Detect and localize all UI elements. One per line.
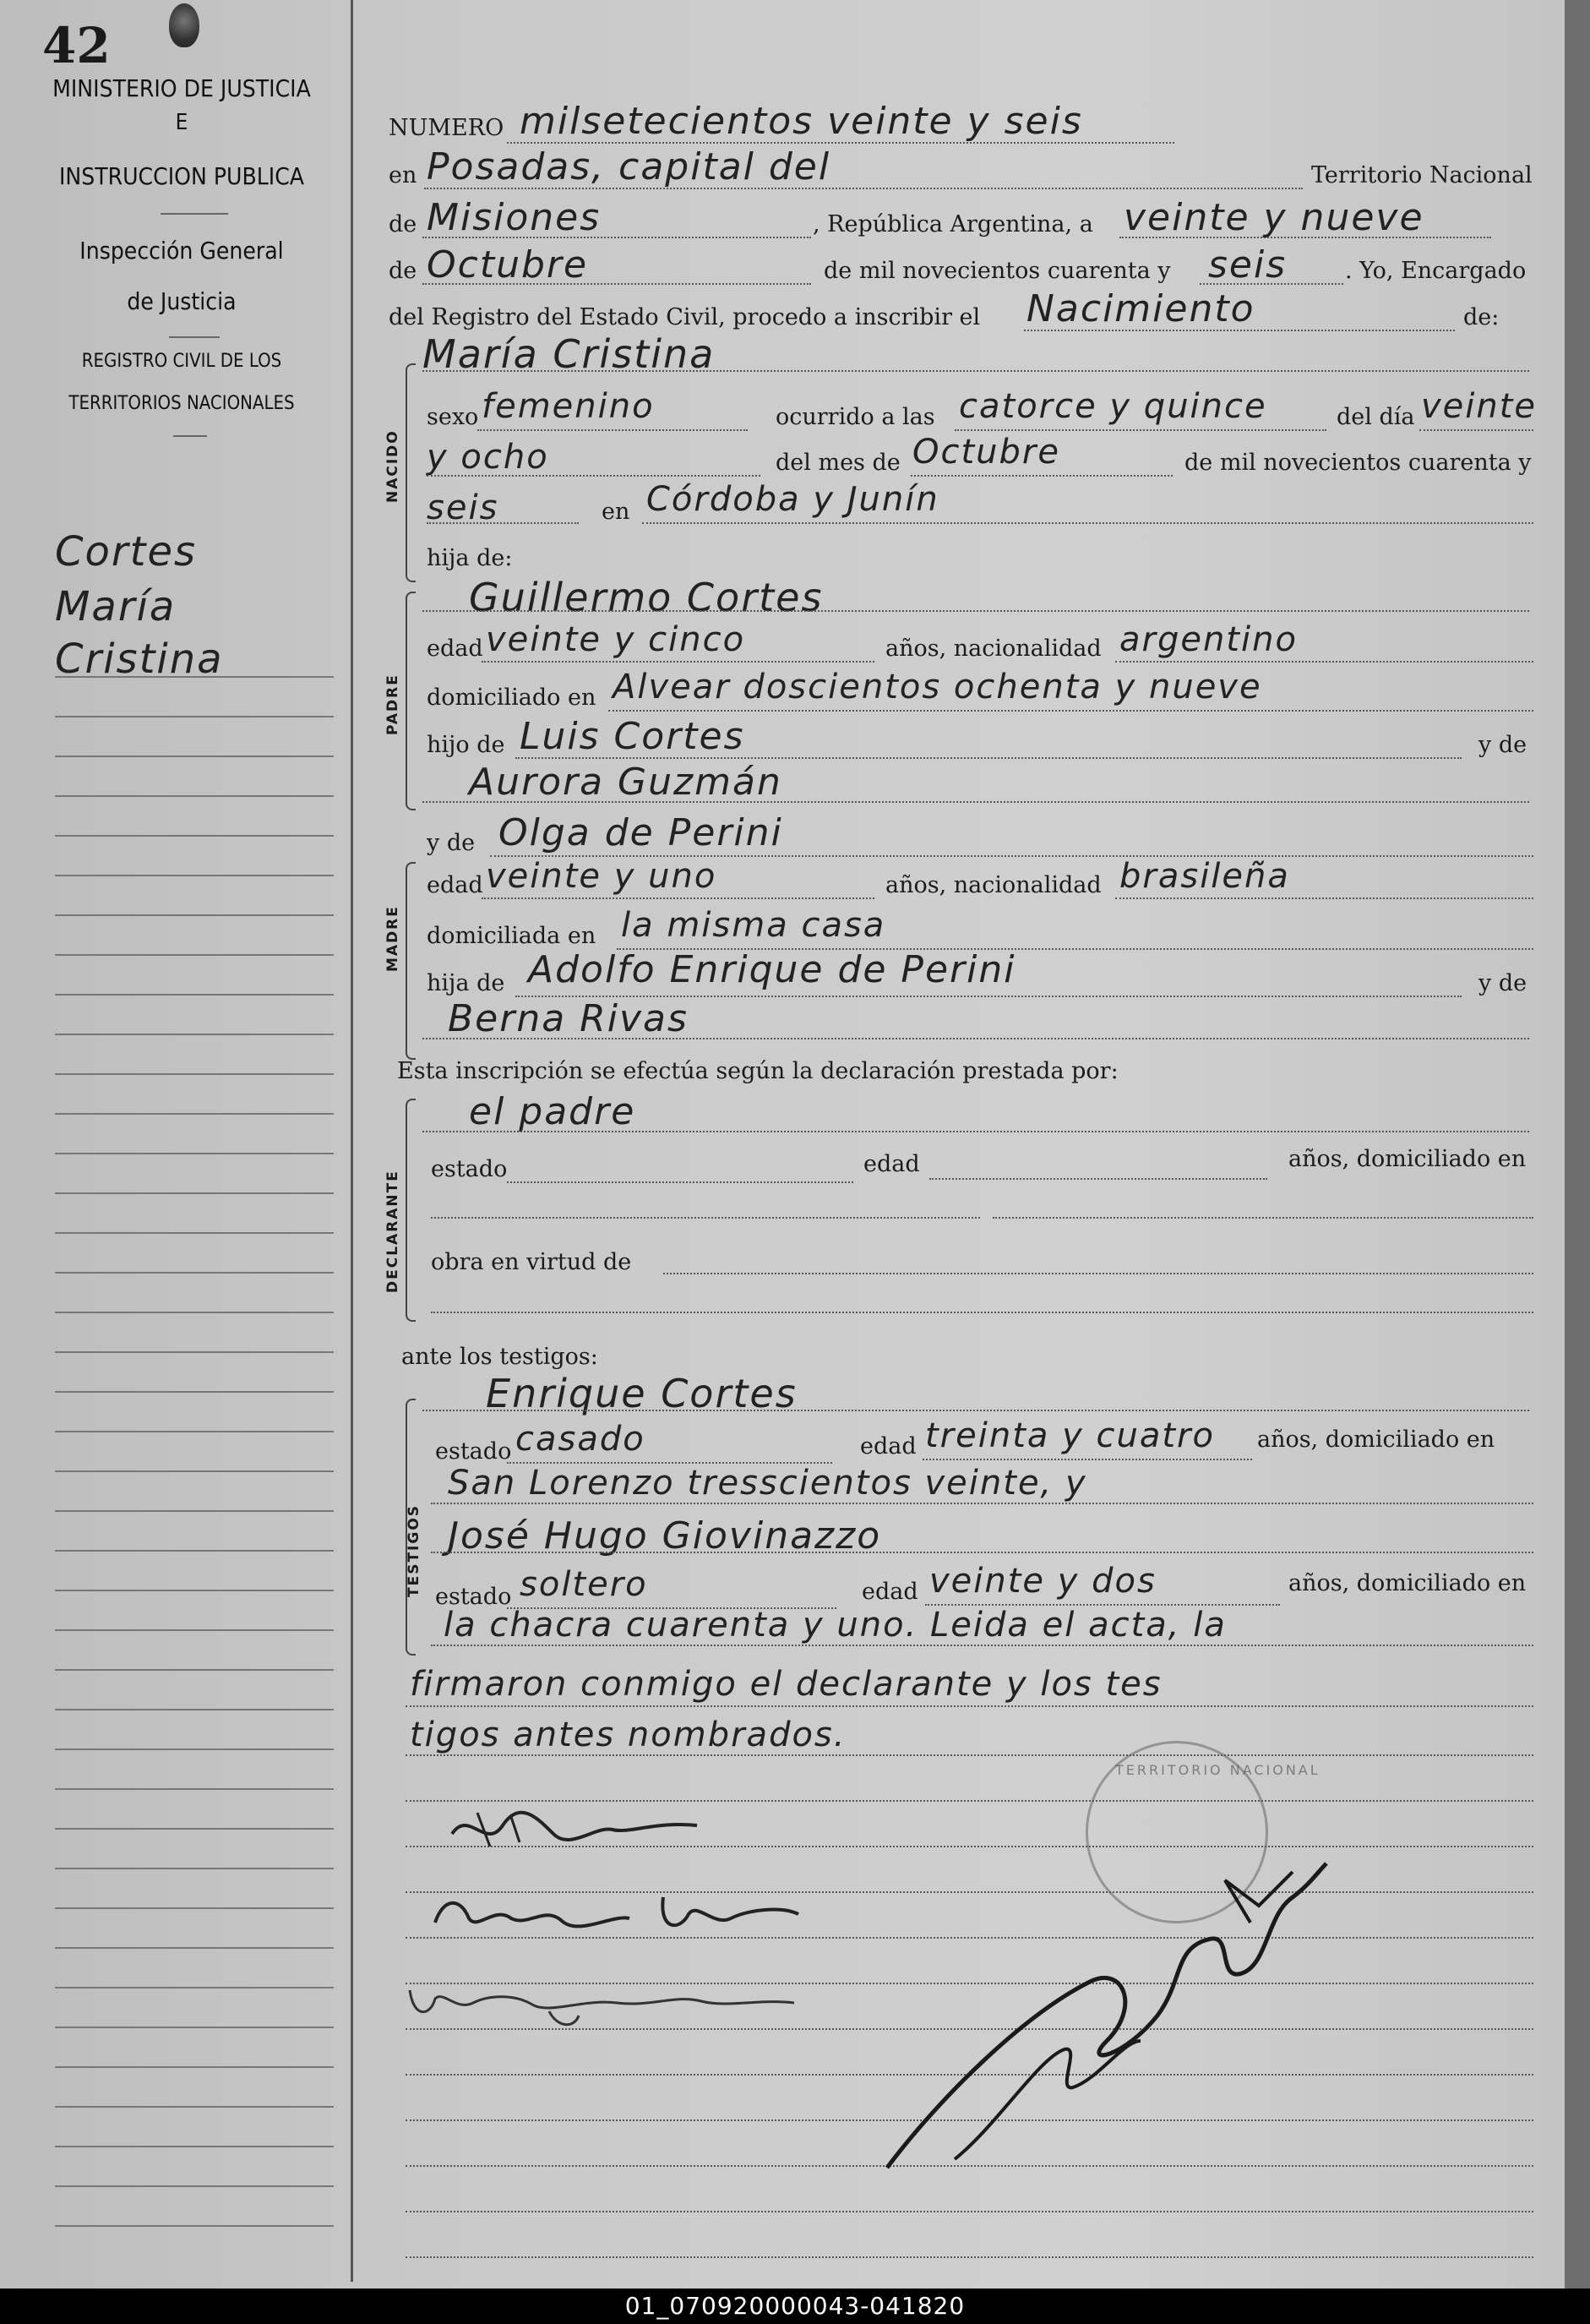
- entry-madre-edad: veinte y uno: [486, 857, 717, 896]
- margin-rule: [55, 1907, 334, 1909]
- margin-rule: [55, 795, 334, 797]
- rule: [422, 1038, 1529, 1039]
- rule: [422, 610, 1529, 612]
- rule: [427, 522, 579, 524]
- label-y-de-madre-2: y de: [1478, 970, 1527, 996]
- margin-surname: Cortes: [55, 528, 197, 576]
- stamp-text: TERRITORIO NACIONAL: [1115, 1762, 1320, 1778]
- entry-nombre: María Cristina: [422, 331, 716, 377]
- label-hija-de: hija de:: [427, 545, 513, 571]
- rule: [642, 522, 1533, 524]
- label-estado-t1: estado: [435, 1438, 512, 1465]
- entry-cierre-1: firmaron conmigo el declarante y los tes: [410, 1665, 1163, 1704]
- image-id-footer: 01_070920000043-041820: [0, 2289, 1590, 2324]
- label-sexo: sexo: [427, 404, 479, 430]
- margin-rule: [55, 2185, 334, 2187]
- label-y-de-madre: y de: [427, 830, 476, 856]
- entry-testigo1-estado: casado: [515, 1420, 645, 1459]
- page-number: 42: [42, 17, 111, 74]
- entry-mes-nac: Octubre: [912, 433, 1060, 472]
- margin-rule: [55, 1868, 334, 1869]
- margin-rule: [55, 994, 334, 996]
- label-edad-t1: edad: [860, 1433, 917, 1459]
- rule: [431, 1217, 980, 1219]
- margin-rule: [55, 914, 334, 916]
- entry-sexo: femenino: [482, 387, 655, 426]
- rule: [923, 1459, 1252, 1460]
- label-de: de: [389, 211, 417, 237]
- rule: [422, 1410, 1529, 1411]
- margin-rule: [55, 2106, 334, 2108]
- label-anos-domic-t2: años, domiciliado en: [1288, 1570, 1527, 1596]
- label-y-de-padre: y de: [1478, 732, 1527, 758]
- signature-testigo1: [427, 1880, 815, 1951]
- entry-lugar: Posadas, capital del: [427, 145, 831, 188]
- label-hija-de-2: hija de: [427, 970, 505, 996]
- inspection-line-1: Inspección General: [79, 237, 284, 265]
- margin-rule: [55, 1709, 334, 1710]
- divider: [161, 213, 228, 215]
- label-anos-domic-declarante: años, domiciliado en: [1288, 1146, 1527, 1172]
- margin-rule: [55, 954, 334, 956]
- divider: [169, 336, 220, 338]
- inspection-line-2: de Justicia: [127, 287, 237, 315]
- label-territorio: Territorio Nacional: [1311, 162, 1533, 188]
- rule: [427, 475, 760, 477]
- entry-testigo2-domicilio: la chacra cuarenta y uno. Leida el acta, la: [444, 1606, 1227, 1645]
- label-numero: NUMERO: [389, 115, 504, 141]
- form-rule: [406, 2256, 1533, 2258]
- entry-dia-nac-1: veinte: [1421, 387, 1538, 426]
- margin-rule: [55, 835, 334, 837]
- label-edad-declarante: edad: [863, 1151, 920, 1177]
- form-rule: [406, 2211, 1533, 2212]
- label-del-dia: del día: [1337, 404, 1415, 430]
- label-del-registro: del Registro del Estado Civil, procedo a inscribir el: [389, 304, 981, 330]
- label-anos-domic-t1: años, domiciliado en: [1257, 1427, 1495, 1453]
- entry-testigo1-domicilio: San Lorenzo tresscientos veinte, y: [448, 1464, 1087, 1503]
- entry-mes: Octubre: [427, 243, 589, 286]
- rule: [431, 1312, 1533, 1313]
- margin-rule: [55, 1590, 334, 1591]
- label-en-2: en: [602, 499, 630, 525]
- label-hijo-de: hijo de: [427, 732, 505, 758]
- entry-abuela-paterna: Aurora Guzmán: [469, 761, 782, 804]
- coat-of-arms-icon: [169, 3, 199, 47]
- label-ante-testigos: ante los testigos:: [401, 1344, 598, 1370]
- label-edad-t2: edad: [862, 1579, 918, 1605]
- margin-rule: [55, 875, 334, 876]
- ministry-line-2: E: [175, 110, 188, 135]
- ministry-line-1: MINISTERIO DE JUSTICIA: [52, 74, 311, 102]
- label-republica: , República Argentina, a: [813, 211, 1093, 237]
- label-edad-padre: edad: [427, 636, 483, 662]
- entry-numero: milsetecientos veinte y seis: [520, 100, 1083, 143]
- rule: [1115, 661, 1533, 663]
- entry-abuela-materna: Berna Rivas: [448, 997, 689, 1040]
- rule: [422, 1131, 1529, 1132]
- entry-abuelo-paterno: Luis Cortes: [520, 715, 745, 758]
- margin-rule: [55, 1312, 334, 1313]
- registry-line-2: TERRITORIOS NACIONALES: [68, 393, 295, 414]
- entry-madre-nac: brasileña: [1119, 857, 1290, 896]
- label-nacido: NACIDO: [384, 429, 401, 503]
- label-testigos: TESTIGOS: [406, 1503, 422, 1597]
- rule: [993, 1217, 1533, 1219]
- entry-anio-nac: seis: [427, 488, 499, 527]
- label-anos-nac-padre: años, nacionalidad: [885, 636, 1102, 662]
- margin-rule: [55, 2027, 334, 2028]
- entry-anio: seis: [1208, 243, 1288, 286]
- registry-line-1: REGISTRO CIVIL DE LOS: [81, 351, 282, 372]
- bracket-declarante: [406, 1099, 416, 1322]
- margin-rule: [55, 1351, 334, 1353]
- margin-rule: [55, 1192, 334, 1194]
- rule: [507, 1181, 853, 1183]
- margin-rule: [55, 2066, 334, 2068]
- margin-rule: [55, 1629, 334, 1631]
- label-yo-encargado: . Yo, Encargado: [1345, 258, 1527, 284]
- entry-territorio: Misiones: [427, 196, 602, 239]
- entry-abuelo-materno: Adolfo Enrique de Perini: [528, 948, 1016, 991]
- margin-rule: [55, 1550, 334, 1552]
- entry-declarante: el padre: [469, 1090, 636, 1133]
- margin-given-name-2: Cristina: [55, 636, 224, 683]
- margin-divider: [351, 0, 353, 2282]
- margin-rule: [55, 1034, 334, 1035]
- rule: [406, 1705, 1533, 1707]
- margin-rule: [55, 2225, 334, 2227]
- margin-rule: [55, 1153, 334, 1154]
- label-en: en: [389, 162, 417, 188]
- margin-rule: [55, 1232, 334, 1234]
- rule: [477, 429, 748, 431]
- rule: [911, 475, 1173, 477]
- margin-rule: [55, 1828, 334, 1830]
- signature-declarante: [444, 1800, 722, 1863]
- entry-cierre-2: tigos antes nombrados.: [410, 1716, 847, 1754]
- rule: [431, 1645, 1533, 1646]
- label-estado-t2: estado: [435, 1584, 512, 1610]
- margin-given-name-1: María: [55, 583, 177, 630]
- margin-rule: [55, 2146, 334, 2147]
- page-edge: [1565, 0, 1590, 2316]
- rule: [482, 897, 874, 899]
- margin-rule: [55, 1272, 334, 1274]
- label-estado-declarante: estado: [431, 1156, 508, 1182]
- label-de-colon: de:: [1463, 304, 1500, 330]
- entry-padre-edad: veinte y cinco: [486, 620, 746, 659]
- bracket-padre: [406, 592, 416, 810]
- margin-rule: [55, 1470, 334, 1472]
- label-anos-nac-madre: años, nacionalidad: [885, 872, 1102, 898]
- margin-rule: [55, 1987, 334, 1988]
- entry-tipo: Nacimiento: [1026, 287, 1255, 330]
- rule: [1115, 897, 1533, 899]
- label-de-mil-2: de mil novecientos cuarenta y: [1184, 450, 1532, 476]
- label-de-mil: de mil novecientos cuarenta y: [824, 258, 1171, 284]
- margin-rule: [55, 1073, 334, 1075]
- label-ocurrido: ocurrido a las: [776, 404, 935, 430]
- margin-rule: [55, 1510, 334, 1512]
- entry-dia: veinte y nueve: [1124, 196, 1424, 239]
- entry-madre-domicilio: la misma casa: [621, 906, 886, 945]
- bracket-nacido: [406, 363, 416, 582]
- rule: [406, 1754, 1533, 1756]
- entry-dia-nac-2: y ocho: [427, 438, 549, 477]
- margin-rule: [55, 1788, 334, 1790]
- label-edad-madre: edad: [427, 872, 483, 898]
- margin-rule: [55, 716, 334, 717]
- margin-rule: [55, 756, 334, 757]
- margin-rule: [55, 1391, 334, 1393]
- rule: [482, 661, 874, 663]
- label-declaracion: Esta inscripción se efectúa según la declaración prestada por:: [397, 1058, 1119, 1084]
- margin-rule: [55, 1748, 334, 1750]
- rule: [431, 1552, 1533, 1553]
- bracket-madre: [406, 862, 416, 1060]
- entry-testigo2-edad: veinte y dos: [929, 1562, 1157, 1601]
- margin-rule: [55, 1669, 334, 1671]
- rule: [422, 801, 1529, 803]
- rule: [955, 429, 1326, 431]
- entry-hora: catorce y quince: [959, 387, 1267, 426]
- ministry-line-3: INSTRUCCION PUBLICA: [58, 162, 305, 190]
- entry-padre: Guillermo Cortes: [469, 575, 824, 620]
- label-domiciliada: domiciliada en: [427, 923, 596, 949]
- rule: [1419, 429, 1533, 431]
- entry-lugar-nac: Córdoba y Junín: [646, 480, 939, 519]
- margin-rule: [55, 1113, 334, 1115]
- label-obra: obra en virtud de: [431, 1249, 632, 1275]
- rule: [929, 1178, 1267, 1180]
- entry-testigo2-estado: soltero: [520, 1565, 648, 1604]
- margin-rule: [55, 1947, 334, 1949]
- entry-padre-nac: argentino: [1119, 620, 1298, 659]
- rule: [608, 710, 1533, 712]
- label-declarante: DECLARANTE: [384, 1170, 401, 1293]
- signature-testigo2: [397, 1969, 836, 2040]
- rule: [663, 1273, 1533, 1274]
- entry-testigo1-edad: treinta y cuatro: [925, 1416, 1215, 1455]
- margin-rule: [55, 1431, 334, 1432]
- rule: [431, 1503, 1533, 1504]
- divider: [173, 435, 207, 437]
- label-madre: MADRE: [384, 905, 401, 972]
- label-de-2: de: [389, 258, 417, 284]
- entry-padre-domicilio: Alvear doscientos ochenta y nueve: [613, 668, 1262, 706]
- signature-officer: [870, 1847, 1343, 2188]
- label-del-mes: del mes de: [776, 450, 901, 476]
- label-domiciliado-padre: domiciliado en: [427, 685, 596, 711]
- entry-testigo1: Enrique Cortes: [486, 1371, 798, 1416]
- entry-madre: Olga de Perini: [498, 811, 783, 854]
- label-padre: PADRE: [384, 674, 401, 735]
- rule: [422, 370, 1529, 372]
- entry-testigo2: José Hugo Giovinazzo: [448, 1514, 882, 1558]
